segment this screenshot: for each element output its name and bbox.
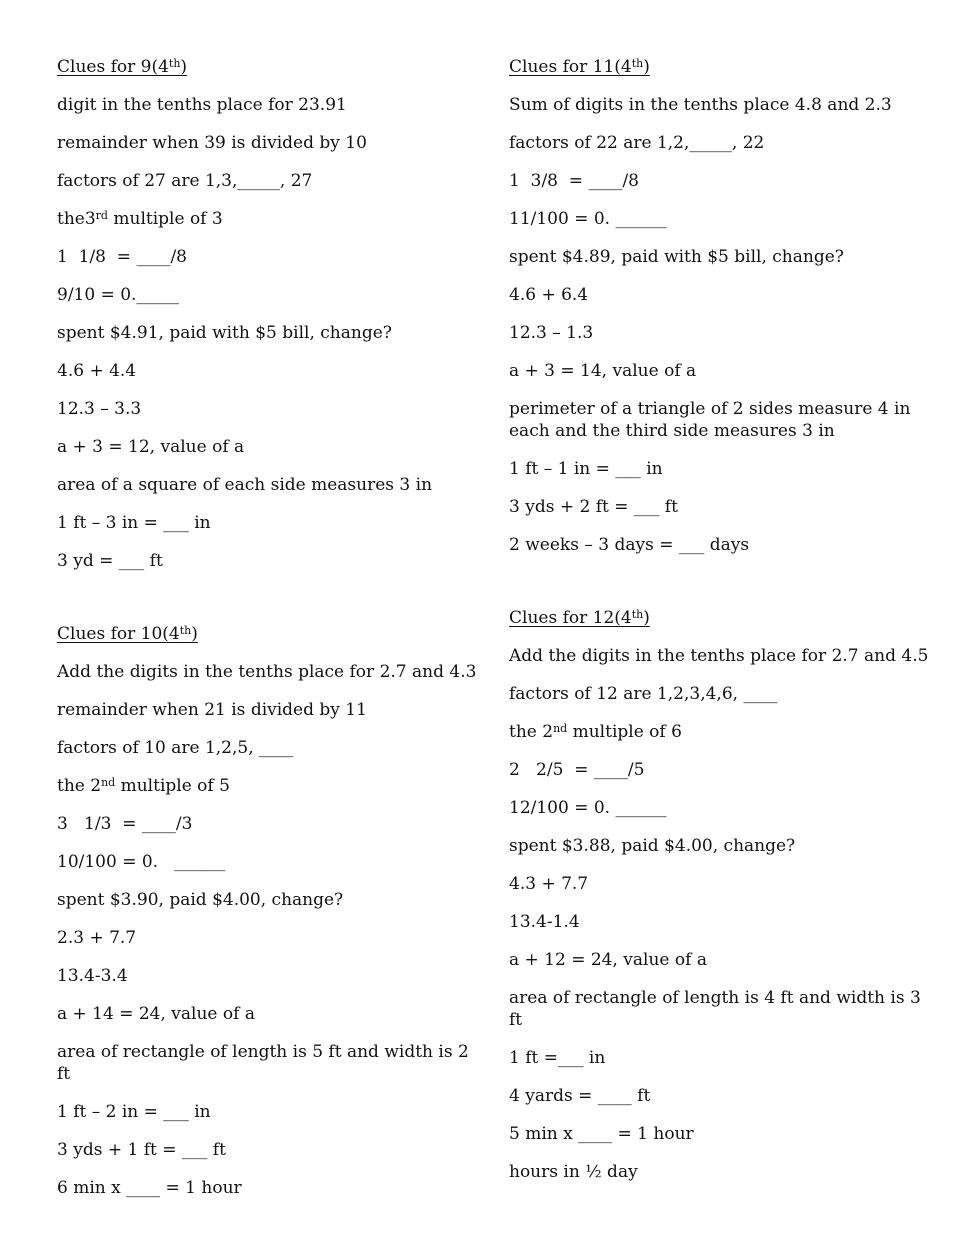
clue-item: 12.3 – 1.3 bbox=[509, 323, 594, 343]
clue-item: factors of 22 are 1,2,_____, 22 bbox=[509, 133, 765, 153]
clue-item: 13.4-1.4 bbox=[509, 912, 580, 932]
section-heading: Clues for 9(4th) bbox=[57, 57, 188, 77]
clue-item: 3 yds + 2 ft = ___ ft bbox=[509, 497, 678, 517]
clues-section-12 bbox=[509, 607, 939, 1199]
clue-item: 12/100 = 0. ______ bbox=[509, 798, 667, 818]
section-heading: Clues for 12(4th) bbox=[509, 608, 650, 628]
clues-section-9 bbox=[57, 56, 487, 588]
clue-item: hours in ½ day bbox=[509, 1162, 638, 1182]
clue-item: remainder when 21 is divided by 11 bbox=[57, 700, 367, 720]
clue-item: digit in the tenths place for 23.91 bbox=[57, 95, 347, 115]
clue-item: remainder when 39 is divided by 10 bbox=[57, 133, 367, 153]
clue-item: 3 yds + 1 ft = ___ ft bbox=[57, 1140, 226, 1160]
clue-item: 4 yards = ____ ft bbox=[509, 1086, 651, 1106]
clue-item: a + 14 = 24, value of a bbox=[57, 1004, 255, 1024]
clues-section-11 bbox=[509, 56, 939, 572]
clue-item: factors of 27 are 1,3,_____, 27 bbox=[57, 171, 313, 191]
clue-item: 9/10 = 0._____ bbox=[57, 285, 179, 305]
clue-item: 2 weeks – 3 days = ___ days bbox=[509, 535, 750, 555]
clue-item: 3 1/3 = ____/3 bbox=[57, 814, 193, 834]
clue-item: 1 ft – 2 in = ___ in bbox=[57, 1102, 211, 1122]
clue-item: area of rectangle of length is 5 ft and width is 2 ft bbox=[57, 1042, 475, 1084]
clue-item: area of rectangle of length is 4 ft and width is 3 ft bbox=[509, 988, 927, 1030]
clue-item: 11/100 = 0. ______ bbox=[509, 209, 667, 229]
clue-item: perimeter of a triangle of 2 sides measure 4 in each and the third side measures 3 in bbox=[509, 399, 916, 441]
clue-item: 3 yd = ___ ft bbox=[57, 551, 163, 571]
clue-item: 5 min x ____ = 1 hour bbox=[509, 1124, 694, 1144]
section-heading: Clues for 10(4th) bbox=[57, 624, 198, 644]
clue-item: 4.3 + 7.7 bbox=[509, 874, 589, 894]
clue-item: Sum of digits in the tenths place 4.8 and 2.3 bbox=[509, 95, 892, 115]
clue-item: factors of 10 are 1,2,5, ____ bbox=[57, 738, 294, 758]
clue-item: 4.6 + 6.4 bbox=[509, 285, 589, 305]
clue-item: 2 2/5 = ____/5 bbox=[509, 760, 645, 780]
section-heading: Clues for 11(4th) bbox=[509, 57, 650, 77]
clue-item: Add the digits in the tenths place for 2.7 and 4.3 bbox=[57, 662, 477, 682]
clue-item: 12.3 – 3.3 bbox=[57, 399, 142, 419]
clue-item: 2.3 + 7.7 bbox=[57, 928, 137, 948]
clue-item: 1 ft – 1 in = ___ in bbox=[509, 459, 663, 479]
clue-item: 10/100 = 0. ______ bbox=[57, 852, 226, 872]
clue-item: the 2nd multiple of 5 bbox=[57, 776, 230, 796]
clue-item: a + 12 = 24, value of a bbox=[509, 950, 707, 970]
clues-section-10 bbox=[57, 623, 487, 1215]
clue-item: 1 ft =___ in bbox=[509, 1048, 606, 1068]
clue-item: Add the digits in the tenths place for 2.7 and 4.5 bbox=[509, 646, 929, 666]
clue-item: the3rd multiple of 3 bbox=[57, 209, 223, 229]
clue-item: a + 3 = 14, value of a bbox=[509, 361, 697, 381]
clue-item: 13.4-3.4 bbox=[57, 966, 128, 986]
clue-item: area of a square of each side measures 3 in bbox=[57, 475, 433, 495]
clue-item: the 2nd multiple of 6 bbox=[509, 722, 682, 742]
clue-item: 4.6 + 4.4 bbox=[57, 361, 137, 381]
clue-item: factors of 12 are 1,2,3,4,6, ____ bbox=[509, 684, 778, 704]
clue-item: spent $3.90, paid $4.00, change? bbox=[57, 890, 344, 910]
clue-item: spent $3.88, paid $4.00, change? bbox=[509, 836, 796, 856]
clue-item: 1 3/8 = ____/8 bbox=[509, 171, 639, 191]
clue-item: 1 1/8 = ____/8 bbox=[57, 247, 187, 267]
clue-item: 1 ft – 3 in = ___ in bbox=[57, 513, 211, 533]
clue-item: 6 min x ____ = 1 hour bbox=[57, 1178, 242, 1198]
clue-item: a + 3 = 12, value of a bbox=[57, 437, 245, 457]
clue-item: spent $4.89, paid with $5 bill, change? bbox=[509, 247, 844, 267]
clue-item: spent $4.91, paid with $5 bill, change? bbox=[57, 323, 392, 343]
